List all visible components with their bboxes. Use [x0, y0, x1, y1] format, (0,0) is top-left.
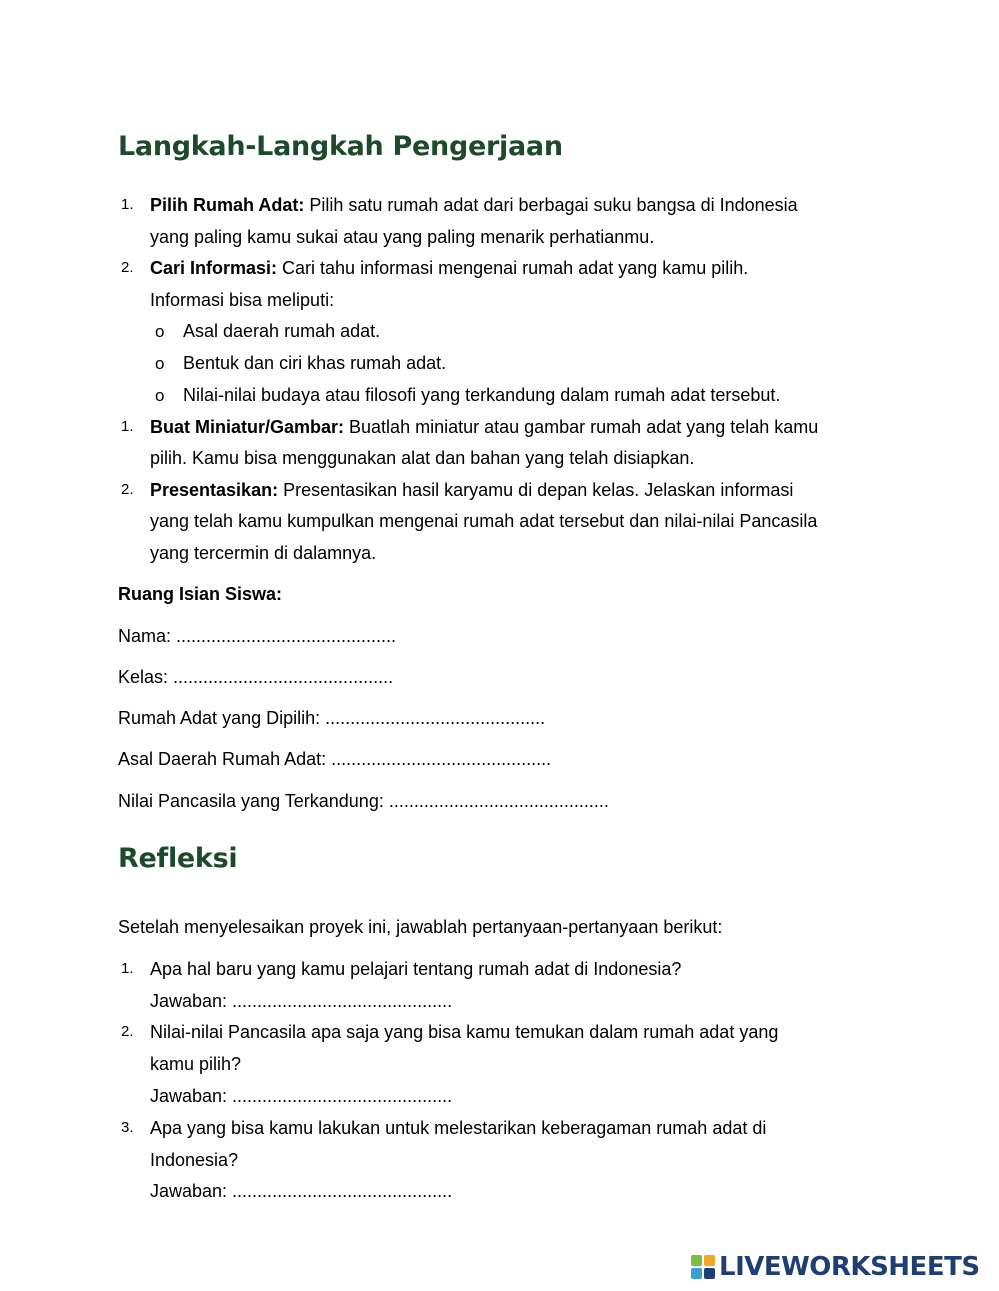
step-2-line-1 — [150, 257, 748, 279]
step-3-line-1 — [150, 416, 818, 438]
refleksi-intro: Setelah menyelesaikan proyek ini, jawablah pertanyaan-pertanyaan berikut: — [118, 917, 723, 937]
step-3-label: Buat Miniatur/Gambar: — [150, 417, 345, 437]
section-title-refleksi: Refleksi — [118, 843, 238, 874]
field-nama[interactable]: Nama: ............................................ — [118, 626, 397, 646]
question-number: 3. — [121, 1119, 134, 1136]
liveworksheets-logo-icon — [691, 1255, 715, 1279]
step-3-text: Buatlah miniatur atau gambar rumah adat yang telah kamu — [344, 417, 819, 437]
step-number: 1. — [121, 196, 134, 213]
step-2-line-2: Informasi bisa meliputi: — [150, 290, 335, 310]
question-1-line-1: Apa hal baru yang kamu pelajari tentang rumah adat di Indonesia? — [150, 959, 682, 979]
step-4-line-1 — [150, 479, 793, 501]
step-1-text: Pilih satu rumah adat dari berbagai suku bangsa di Indonesia — [304, 195, 798, 215]
step-number: 1. — [121, 418, 134, 435]
bullet-marker: o — [155, 386, 165, 405]
step-2-text: Cari tahu informasi mengenai rumah adat yang kamu pilih. — [277, 258, 749, 278]
section-title-langkah: Langkah-Langkah Pengerjaan — [118, 131, 563, 162]
step-4-text: Presentasikan hasil karyamu di depan kelas. Jelaskan informasi — [278, 480, 794, 500]
step-4-label: Presentasikan: — [150, 480, 279, 500]
question-3-line-2: Indonesia? — [150, 1150, 239, 1170]
question-2-line-2: kamu pilih? — [150, 1054, 242, 1074]
question-number: 2. — [121, 1023, 134, 1040]
bullet-item: Bentuk dan ciri khas rumah adat. — [183, 353, 447, 373]
logo-square — [704, 1268, 715, 1279]
field-nilai-pancasila[interactable]: Nilai Pancasila yang Terkandung: ............................................ — [118, 791, 609, 811]
answer-3[interactable]: Jawaban: ............................................ — [150, 1181, 453, 1201]
bullet-item: Nilai-nilai budaya atau filosofi yang terkandung dalam rumah adat tersebut. — [183, 385, 781, 405]
step-1-line-1 — [150, 194, 798, 216]
answer-1[interactable]: Jawaban: ............................................ — [150, 991, 453, 1011]
question-2-line-1: Nilai-nilai Pancasila apa saja yang bisa kamu temukan dalam rumah adat yang — [150, 1022, 779, 1042]
liveworksheets-logo — [691, 1252, 980, 1282]
field-rumah-adat[interactable]: Rumah Adat yang Dipilih: ............................................ — [118, 708, 546, 728]
field-asal-daerah[interactable]: Asal Daerah Rumah Adat: ............................................ — [118, 749, 552, 769]
logo-square — [704, 1255, 715, 1266]
logo-square — [691, 1255, 702, 1266]
step-number: 2. — [121, 481, 134, 498]
step-2-label: Cari Informasi: — [150, 258, 278, 278]
step-number: 2. — [121, 259, 134, 276]
step-1-line-2: yang paling kamu sukai atau yang paling menarik perhatianmu. — [150, 227, 655, 247]
question-3-line-1: Apa yang bisa kamu lakukan untuk melestarikan keberagaman rumah adat di — [150, 1118, 767, 1138]
answer-2[interactable]: Jawaban: ............................................ — [150, 1086, 453, 1106]
logo-square — [691, 1268, 702, 1279]
step-1-label: Pilih Rumah Adat: — [150, 195, 305, 215]
bullet-marker: o — [155, 322, 165, 341]
question-number: 1. — [121, 960, 134, 977]
field-kelas[interactable]: Kelas: ............................................ — [118, 667, 394, 687]
logo-text: LIVEWORKSHEETS — [719, 1252, 980, 1282]
step-3-line-2: pilih. Kamu bisa menggunakan alat dan bahan yang telah disiapkan. — [150, 448, 695, 468]
bullet-item: Asal daerah rumah adat. — [183, 321, 381, 341]
form-title: Ruang Isian Siswa: — [118, 584, 283, 604]
bullet-marker: o — [155, 354, 165, 373]
step-4-line-3: yang tercermin di dalamnya. — [150, 543, 377, 563]
step-4-line-2: yang telah kamu kumpulkan mengenai rumah adat tersebut dan nilai-nilai Pancasila — [150, 511, 818, 531]
